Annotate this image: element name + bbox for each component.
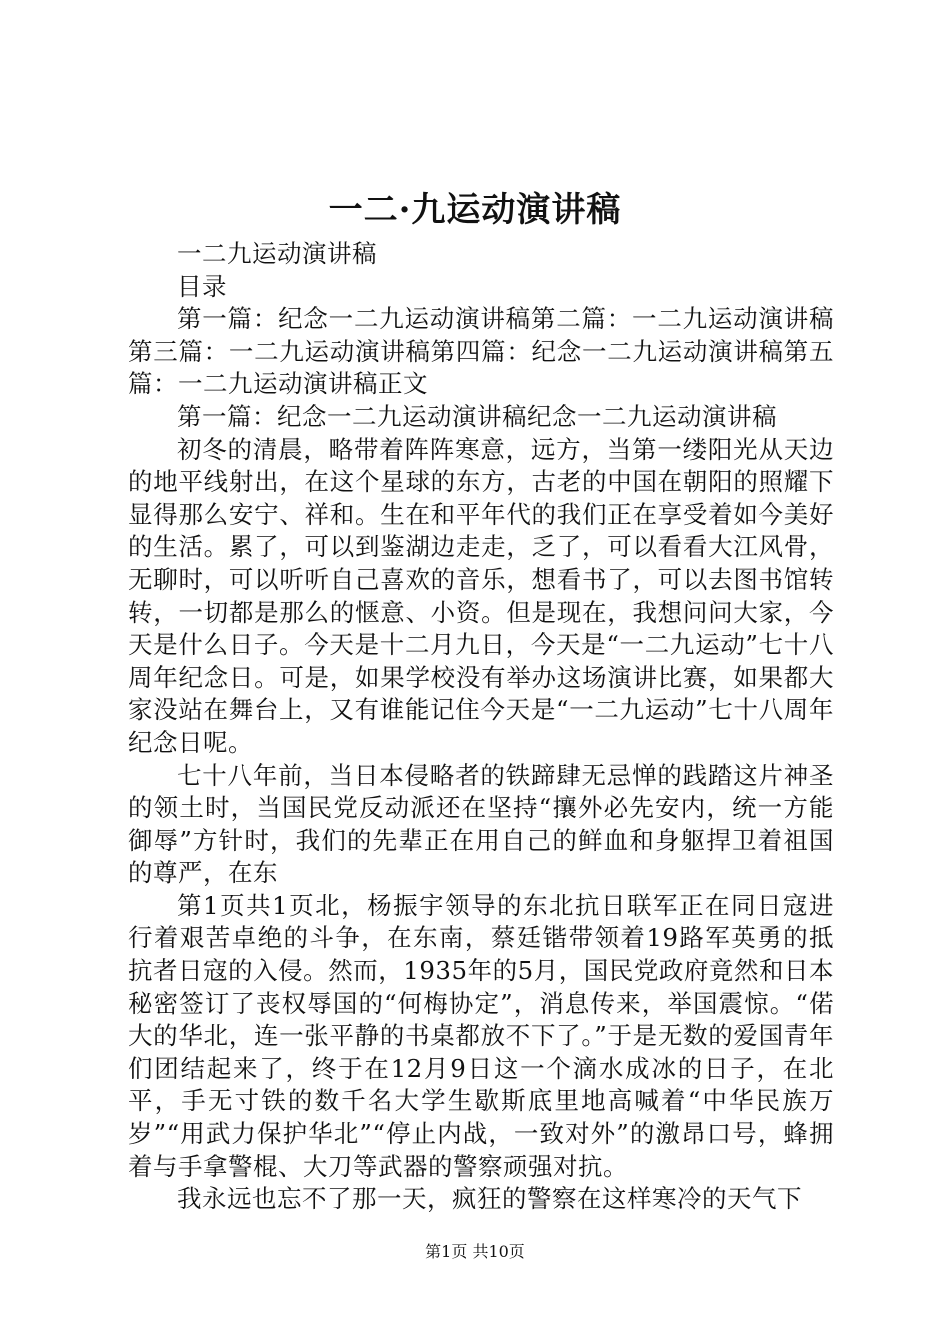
paragraph-section-heading: 第一篇：纪念一二九运动演讲稿纪念一二九运动演讲稿 xyxy=(177,401,777,431)
paragraph-toc-entries: 第一篇：纪念一二九运动演讲稿第二篇：一二九运动演讲稿第三篇：一二九运动演讲稿第四篇：纪念一二九运动演讲稿第五篇：一二九运动演讲稿正文 xyxy=(128,304,834,399)
page-footer: 第1页 共10页 xyxy=(425,1242,525,1261)
paragraph-subtitle: 一二九运动演讲稿 xyxy=(177,239,377,268)
paragraph-body: 我永远也忘不了那一天，疯狂的警察在这样寒冷的天气下 xyxy=(177,1184,802,1214)
paragraph-toc-heading: 目录 xyxy=(177,271,227,301)
document-title: 一二·九运动演讲稿 xyxy=(328,190,622,230)
paragraph-body: 七十八年前，当日本侵略者的铁蹄肆无忌惮的践踏这片神圣的领土时，当国民党反动派还在坚持“攘外必先安内，统一方能御辱”方针时，我们的先辈正在用自己的鲜血和身躯捍卫着祖国的尊严，在东 xyxy=(128,760,834,888)
document-body xyxy=(128,238,834,1216)
paragraph-body: 初冬的清晨，略带着阵阵寒意，远方，当第一缕阳光从天边的地平线射出，在这个星球的东方，古老的中国在朝阳的照耀下显得那么安宁、祥和。生在和平年代的我们正在享受着如今美好的生活。累了，可以到鉴湖边走走，乏了，可以看看大江风骨，无聊时，可以听听自己喜欢的音乐，想看书了，可以去图书馆转转，一切都是那么的惬意、小资。但是现在，我想问问大家，今天是什么日子。今天是十二月九日，今天是“一二九运动”七十八周年纪念日。可是，如果学校没有举办这场演讲比赛，如果都大家没站在舞台上，又有谁能记住今天是“一二九运动”七十八周年纪念日呢。 xyxy=(128,434,834,757)
paragraph-body: 第1页共1页北，杨振宇领导的东北抗日联军正在同日寇进行着艰苦卓绝的斗争，在东南，蔡廷锴带领着19路军英勇的抵抗者日寇的入侵。然而，1935年的5月，国民党政府竟然和日本秘密签订了丧权辱国的“何梅协定”，消息传来，举国震惊。“偌大的华北，连一张平静的书桌都放不下了。”于是无数的爱国青年们团结起来了，终于在12月9日这一个滴水成冰的日子，在北平，手无寸铁的数千名大学生歇斯底里地高喊着“中华民族万岁”“用武力保护华北”“停止内战，一致对外”的激昂口号，蜂拥着与手拿警棍、大刀等武器的警察顽强对抗。 xyxy=(128,890,834,1181)
